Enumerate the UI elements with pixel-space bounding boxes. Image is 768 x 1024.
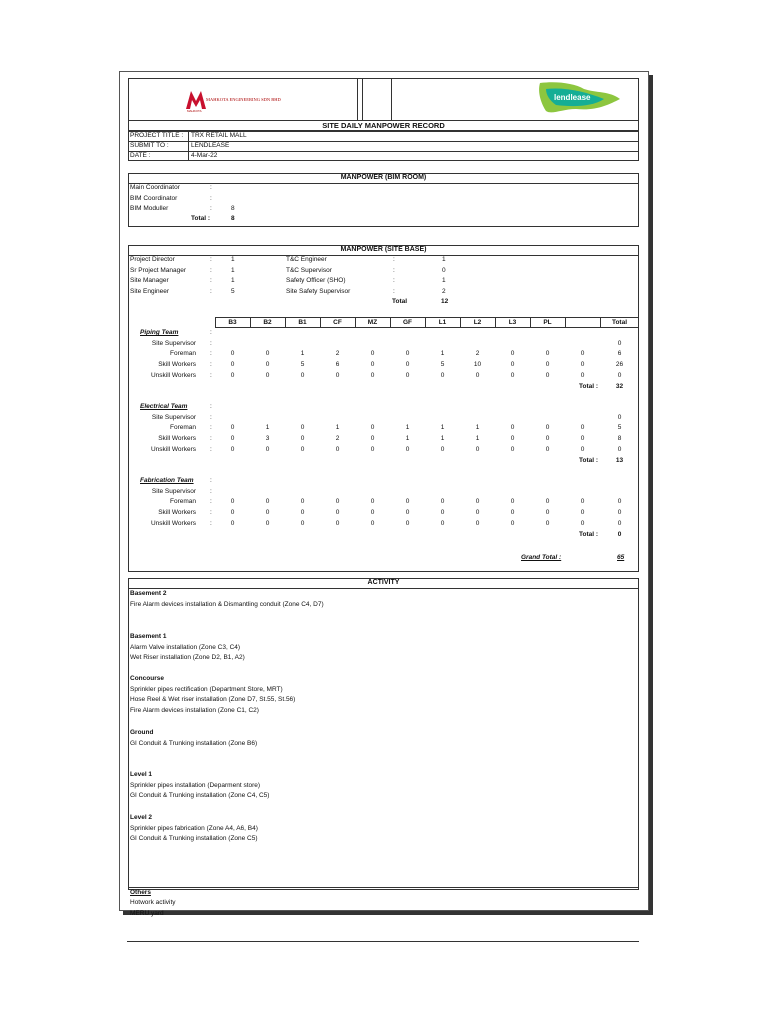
site-role-value: 1	[231, 256, 235, 263]
team-cell: 5	[440, 361, 445, 369]
team-cell: 0	[545, 424, 550, 432]
team-cell: 0	[475, 371, 480, 379]
team-row-total: 0	[617, 509, 622, 517]
team-row-total: 0	[617, 498, 622, 506]
site-colon: :	[210, 287, 212, 295]
site-colon: :	[393, 287, 395, 295]
team-cell: 0	[405, 371, 410, 379]
team-cell: 0	[300, 371, 305, 379]
bim-colon: :	[210, 205, 212, 212]
activity-item: Sprinkler pipes installation (Deparment store)	[130, 781, 261, 789]
team-total-label: Total :	[579, 530, 599, 538]
team-cell: 0	[440, 445, 445, 453]
team-cell: 0	[580, 350, 585, 358]
team-row-colon: :	[210, 445, 212, 453]
team-cell: 1	[405, 435, 410, 443]
manpower-record-sheet	[119, 71, 649, 917]
team-total-label: Total :	[579, 382, 599, 390]
team-cell: 0	[300, 424, 305, 432]
site-colon: :	[210, 266, 212, 274]
team-colon: :	[210, 329, 212, 336]
team-cell: 0	[370, 445, 375, 453]
team-cell: 0	[300, 435, 305, 443]
team-row-colon: :	[210, 435, 212, 443]
level-header-cell: B2	[263, 319, 272, 326]
team-row-label: Unskill Workers	[150, 445, 196, 453]
date-label: DATE :	[130, 152, 151, 159]
activity-section-title: Concourse	[130, 675, 164, 682]
team-cell: 0	[475, 509, 480, 517]
team-name: Fabrication Team	[140, 477, 194, 484]
site-role-label: Site Engineer	[130, 287, 170, 295]
level-header-cell: MZ	[367, 319, 378, 326]
team-cell: 0	[580, 509, 585, 517]
bim-role-label: BIM Moduller	[130, 205, 169, 212]
team-cell: 0	[510, 435, 515, 443]
team-cell: 0	[440, 519, 445, 527]
team-colon: :	[210, 477, 212, 484]
team-cell: 0	[230, 498, 235, 506]
team-cell: 0	[510, 519, 515, 527]
site-role-value: 1	[442, 256, 446, 263]
site-base-heading: MANPOWER (SITE BASE)	[340, 246, 427, 253]
team-cell: 0	[545, 371, 550, 379]
team-cell: 0	[580, 371, 585, 379]
team-cell: 0	[510, 424, 515, 432]
date-value: 4-Mar-22	[191, 152, 218, 159]
team-cell: 0	[370, 361, 375, 369]
team-row-colon: :	[210, 487, 212, 495]
team-cell: 0	[335, 498, 340, 506]
team-row-label: Site Supervisor	[151, 339, 196, 347]
project-title-label: PROJECT TITLE :	[130, 132, 184, 139]
level-header-cell: Total	[611, 319, 628, 326]
activity-item: Fire Alarm devices installation (Zone C1, C2)	[130, 707, 259, 715]
team-row-total: 0	[617, 445, 622, 453]
team-cell: 0	[370, 350, 375, 358]
team-row-total: 0	[617, 413, 622, 421]
bim-role-label: BIM Coordinator	[130, 194, 178, 202]
level-header-cell: L1	[438, 319, 447, 326]
level-header-cell: GF	[402, 319, 413, 326]
team-cell: 0	[510, 361, 515, 369]
company-name: MAHKOTA ENGINEERING SDN BHD	[206, 97, 281, 102]
activity-item: Hose Reel & Wet riser installation (Zone D7, St.55, St.56)	[130, 696, 296, 704]
activity-item: Sprinkler pipes fabrication (Zone A4, A6, B4)	[130, 824, 258, 832]
team-row-colon: :	[210, 509, 212, 517]
team-total-value: 0	[617, 530, 622, 538]
grand-total-value: 65	[617, 554, 625, 561]
others-item: Hotwork activity	[130, 899, 176, 906]
team-cell: 0	[405, 445, 410, 453]
team-cell: 0	[230, 509, 235, 517]
team-cell: 0	[510, 371, 515, 379]
team-row-colon: :	[210, 519, 212, 527]
team-cell: 0	[440, 498, 445, 506]
team-row-label: Skill Workers	[158, 435, 196, 443]
bim-role-label: Main Coordinator	[130, 184, 180, 191]
team-row-total: 0	[617, 519, 622, 527]
team-row-label: Foreman	[169, 424, 196, 432]
team-cell: 0	[545, 361, 550, 369]
team-cell: 0	[230, 424, 235, 432]
team-row-colon: :	[210, 361, 212, 369]
team-cell: 0	[510, 498, 515, 506]
team-cell: 0	[370, 509, 375, 517]
team-row-colon: :	[210, 371, 212, 379]
team-cell: 1	[335, 424, 340, 432]
site-role-label: Sr Project Manager	[130, 266, 186, 274]
team-cell: 0	[510, 509, 515, 517]
team-cell: 0	[300, 509, 305, 517]
team-cell: 1	[440, 435, 445, 443]
team-cell: 0	[440, 509, 445, 517]
activity-item: GI Conduit & Trunking installation (Zone C5)	[130, 835, 258, 843]
team-cell: 0	[265, 509, 270, 517]
team-row-colon: :	[210, 339, 212, 347]
submit-to-value: LENDLEASE	[191, 142, 230, 149]
site-colon: :	[210, 277, 212, 284]
company-tagline: MAHKOTA	[187, 109, 202, 113]
team-cell: 0	[370, 498, 375, 506]
team-cell: 0	[230, 361, 235, 369]
team-row-label: Foreman	[169, 498, 196, 506]
activity-section-title: Basement 2	[130, 590, 167, 597]
team-cell: 0	[510, 350, 515, 358]
team-cell: 0	[475, 498, 480, 506]
level-header-cell: B3	[228, 319, 237, 326]
team-row-label: Unskill Workers	[150, 371, 196, 379]
team-cell: 0	[230, 350, 235, 358]
team-cell: 0	[580, 361, 585, 369]
team-cell: 0	[545, 445, 550, 453]
team-cell: 0	[230, 371, 235, 379]
team-cell: 0	[370, 371, 375, 379]
team-row-total: 26	[615, 361, 624, 369]
site-role-value: 0	[442, 266, 446, 274]
team-row-total: 6	[617, 350, 622, 358]
team-total-value: 13	[615, 456, 624, 464]
team-cell: 0	[580, 498, 585, 506]
client-logo-text: lendlease	[554, 93, 591, 102]
site-role-value: 2	[442, 287, 446, 295]
team-row-total: 0	[617, 339, 622, 347]
activity-item: Wet Riser installation (Zone D2, B1, A2)	[130, 654, 245, 662]
site-colon: :	[393, 277, 395, 284]
team-cell: 1	[405, 424, 410, 432]
form-title: SITE DAILY MANPOWER RECORD	[322, 121, 445, 130]
activity-item: Sprinkler pipes rectification (Department Store, MRT)	[130, 685, 283, 693]
team-cell: 0	[335, 371, 340, 379]
bim-room-heading: MANPOWER (BIM ROOM)	[340, 174, 427, 181]
team-row-total: 8	[617, 435, 622, 443]
team-cell: 0	[300, 519, 305, 527]
team-cell: 0	[300, 498, 305, 506]
team-cell: 2	[335, 350, 340, 358]
team-cell: 0	[230, 445, 235, 453]
site-role-value: 1	[231, 277, 235, 284]
bim-role-value: 8	[231, 205, 235, 212]
team-cell: 0	[405, 519, 410, 527]
site-role-label: T&C Supervisor	[286, 266, 332, 274]
activity-section-title: Level 1	[130, 771, 153, 778]
site-base-total-label: Total	[392, 298, 408, 305]
team-row-label: Skill Workers	[158, 361, 196, 369]
team-cell: 0	[335, 445, 340, 453]
team-cell: 0	[405, 498, 410, 506]
team-cell: 1	[265, 424, 270, 432]
team-row-label: Site Supervisor	[151, 487, 196, 495]
team-cell: 0	[265, 361, 270, 369]
site-role-value: 1	[231, 266, 235, 274]
level-divider	[565, 317, 566, 328]
team-row-label: Skill Workers	[158, 509, 196, 517]
others-heading: Others	[130, 889, 151, 896]
team-cell: 1	[475, 435, 480, 443]
level-header-cell: CF	[333, 319, 342, 326]
team-row-colon: :	[210, 413, 212, 421]
team-colon: :	[210, 403, 212, 410]
team-cell: 1	[440, 350, 445, 358]
site-role-value: 1	[442, 277, 446, 284]
team-cell: 0	[370, 424, 375, 432]
team-cell: 0	[335, 509, 340, 517]
activity-item: GI Conduit & Trunking installation (Zone B6)	[130, 739, 258, 747]
team-name: Electrical Team	[140, 403, 188, 410]
team-name: Piping Team	[140, 329, 179, 336]
team-cell: 0	[580, 435, 585, 443]
team-cell: 0	[335, 519, 340, 527]
site-role-label: T&C Engineer	[286, 256, 327, 263]
team-cell: 0	[545, 350, 550, 358]
team-cell: 6	[335, 361, 340, 369]
site-role-label: Site Safety Supervisor	[286, 287, 351, 295]
team-cell: 0	[300, 445, 305, 453]
team-row-colon: :	[210, 424, 212, 432]
site-role-label: Project Director	[130, 256, 175, 263]
team-cell: 0	[230, 519, 235, 527]
bim-total-value: 8	[231, 215, 235, 222]
team-cell: 0	[580, 445, 585, 453]
team-cell: 10	[473, 361, 482, 369]
team-cell: 0	[475, 445, 480, 453]
team-cell: 0	[545, 435, 550, 443]
team-row-label: Unskill Workers	[150, 519, 196, 527]
team-row-colon: :	[210, 498, 212, 506]
site-colon: :	[393, 256, 395, 263]
team-row-total: 0	[617, 371, 622, 379]
team-cell: 1	[475, 424, 480, 432]
team-cell: 0	[265, 498, 270, 506]
team-cell: 0	[405, 350, 410, 358]
team-row-total: 5	[617, 424, 622, 432]
team-row-label: Site Supervisor	[151, 413, 196, 421]
activity-section-title: Level 2	[130, 814, 153, 821]
team-cell: 0	[545, 509, 550, 517]
level-header-cell: PL	[543, 319, 552, 326]
level-header-cell: L3	[508, 319, 517, 326]
others-item: MERU yard	[130, 909, 164, 917]
team-cell: 0	[440, 371, 445, 379]
team-cell: 0	[265, 350, 270, 358]
bottom-rule	[127, 941, 639, 942]
site-role-label: Site Manager	[130, 277, 169, 284]
client-logo	[534, 81, 622, 115]
activity-section-title: Ground	[130, 729, 154, 736]
team-total-label: Total :	[579, 456, 599, 464]
level-header-cell: L2	[473, 319, 482, 326]
team-row-colon: :	[210, 350, 212, 358]
team-cell: 3	[265, 435, 270, 443]
team-cell: 0	[265, 519, 270, 527]
site-colon: :	[210, 256, 212, 263]
site-colon: :	[393, 266, 395, 274]
team-cell: 0	[545, 498, 550, 506]
bim-total-label: Total :	[191, 215, 211, 222]
team-cell: 2	[475, 350, 480, 358]
bim-colon: :	[210, 184, 212, 191]
site-base-total-value: 12	[441, 298, 449, 305]
site-role-label: Safety Officer (SHO)	[286, 277, 346, 284]
project-title-value: TRX RETAIL MALL	[191, 132, 247, 139]
team-cell: 0	[580, 424, 585, 432]
grand-total-label: Grand Total :	[521, 554, 562, 561]
team-cell: 0	[370, 519, 375, 527]
activity-item: GI Conduit & Trunking installation (Zone C4, C5)	[130, 792, 270, 800]
team-cell: 0	[545, 519, 550, 527]
team-cell: 1	[300, 350, 305, 358]
team-cell: 5	[300, 361, 305, 369]
bim-colon: :	[210, 194, 212, 202]
team-cell: 0	[265, 371, 270, 379]
activity-item: Fire Alarm devices installation & Dismantling conduit (Zone C4, D7)	[130, 600, 324, 608]
activity-heading: ACTIVITY	[367, 579, 400, 586]
team-cell: 0	[370, 435, 375, 443]
team-cell: 0	[405, 361, 410, 369]
site-role-value: 5	[231, 287, 235, 295]
team-cell: 0	[475, 519, 480, 527]
activity-item: Alarm Valve installation (Zone C3, C4)	[130, 643, 241, 651]
activity-section-title: Basement 1	[130, 633, 167, 640]
team-cell: 0	[230, 435, 235, 443]
level-header-cell: B1	[298, 319, 307, 326]
team-row-label: Foreman	[169, 350, 196, 358]
company-logo	[184, 88, 304, 114]
team-cell: 2	[335, 435, 340, 443]
team-total-value: 32	[615, 382, 624, 390]
team-cell: 0	[265, 445, 270, 453]
team-cell: 0	[405, 509, 410, 517]
submit-to-label: SUBMIT TO :	[130, 142, 169, 149]
team-cell: 0	[510, 445, 515, 453]
team-cell: 0	[580, 519, 585, 527]
team-cell: 1	[440, 424, 445, 432]
